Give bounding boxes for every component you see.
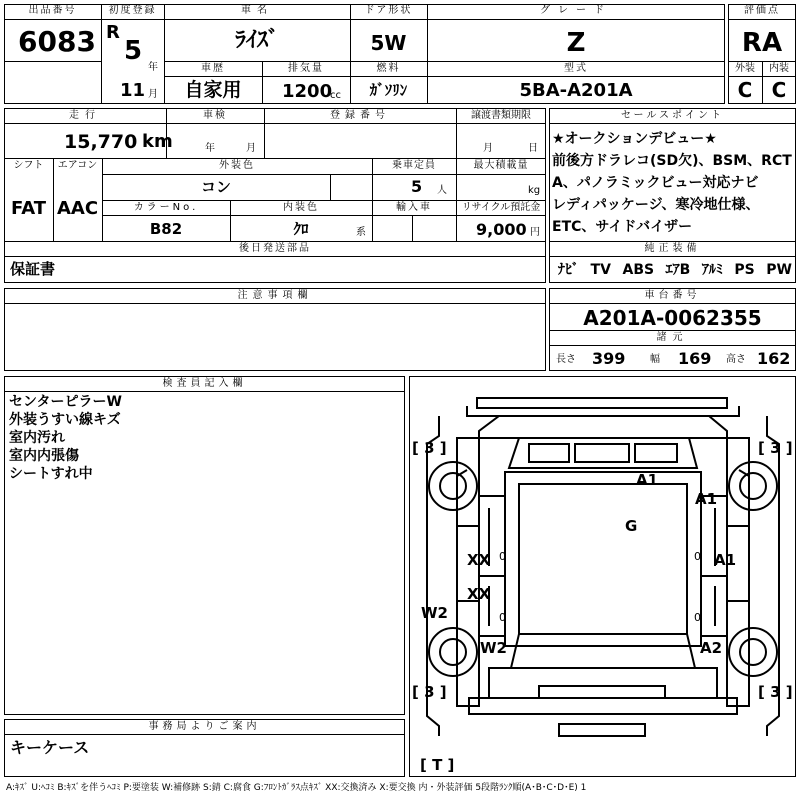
recycle-label: リサイクル預託金 (461, 202, 541, 213)
displacement-unit: cc (330, 90, 341, 101)
inspector-line: 室内汚れ (9, 430, 65, 446)
shift-label: シフト (13, 160, 44, 171)
damage-pillar: W2 (421, 604, 448, 622)
score: RA (741, 28, 783, 58)
later-parts: 保証書 (10, 260, 56, 278)
door-zero-mark: 0 (694, 611, 701, 624)
ext-color: コン (200, 178, 231, 196)
door-label: ドア形状 (364, 5, 413, 16)
damage-door-right: A1 (714, 551, 737, 569)
sales-point-line: ETC、サイドバイザー (552, 219, 693, 235)
transfer-label: 譲渡書類期限 (471, 110, 531, 121)
car-name-label: 車名 (241, 5, 273, 16)
sales-point-line: レディパッケージ、寒冷地仕様、 (552, 197, 760, 213)
int-grade: C (771, 78, 787, 102)
legend: A:ｷｽﾞ U:ﾍｺﾐ B:ｷｽﾞを伴うﾍｺﾐ P:要塗装 W:補修跡 S:錆 C:腐食 G:ﾌﾛﾝﾄｶﾞﾗｽ点ｷｽﾞ XX:交換済み X:要交換 内・外装評価 5段階ﾗﾝｸ順(A･B･C･D･E) 1 (6, 783, 587, 793)
door-zero-mark: 0 (499, 611, 506, 624)
damage-fender: A1 (695, 490, 718, 508)
int-color-label: 内装色 (283, 202, 319, 213)
int-color: ｸﾛ (293, 220, 309, 238)
width: 169 (678, 349, 712, 368)
capacity-label: 乗車定員 (392, 160, 436, 171)
sales-point-line: A、パノラミックビュー対応ナビ (552, 175, 759, 191)
height: 162 (757, 349, 791, 368)
chassis-number: A201A-0062355 (583, 306, 762, 330)
sales-points-label: セールスポイント (620, 110, 725, 121)
damage-roof: G (625, 517, 638, 535)
inspection-month-unit: 月 (246, 143, 256, 154)
tire-rear-left: [ 3 ] (412, 683, 447, 701)
lot-no-label: 出品番号 (28, 5, 77, 16)
recycle-unit: 円 (530, 227, 540, 238)
int-color-unit: 系 (356, 227, 366, 238)
ext-grade-label: 外装 (735, 63, 755, 74)
office-text: キーケース (10, 738, 90, 757)
door-zero-mark: 0 (499, 550, 506, 563)
mileage: 15,770 (64, 131, 138, 153)
reg-year: 5 (124, 36, 143, 66)
max-load-unit: kg (528, 185, 541, 196)
inspector-label: 検査員記入欄 (162, 378, 247, 389)
equipment-item: PW (766, 262, 792, 278)
equipment-item: ABS (622, 262, 655, 278)
transfer-day-unit: 日 (528, 143, 538, 154)
history-label: 車歴 (201, 63, 225, 74)
equipment-item: ｱﾙﾐ (701, 262, 723, 278)
int-grade-label: 内装 (769, 63, 789, 74)
equipment-list (558, 262, 792, 279)
model: 5BA-A201A (519, 80, 633, 101)
inspection-label: 車検 (203, 110, 227, 121)
shift: FAT (10, 198, 47, 219)
max-load-label: 最大積載量 (473, 160, 529, 171)
inspector-line: センターピラーW (9, 394, 122, 410)
later-parts-label: 後日発送部品 (239, 243, 311, 254)
door-zero-mark: 0 (694, 550, 701, 563)
equipment-item: ﾅﾋﾞ (558, 262, 579, 278)
capacity-unit: 人 (437, 185, 447, 196)
dims-label: 諸元 (656, 332, 689, 343)
reg-month: 11 (120, 80, 146, 101)
sales-point-line: 前後方ドラレコ(SD欠)、BSM、RCT (552, 153, 792, 169)
equipment-item: TV (590, 262, 611, 278)
door: 5W (370, 31, 407, 55)
tire-rear-right: [ 3 ] (758, 683, 793, 701)
reg-year-unit: 年 (148, 62, 158, 73)
height-label: 高さ (726, 354, 746, 365)
inspector-line: 外装うすい線キズ (9, 412, 121, 428)
mileage-label: 走行 (69, 110, 101, 121)
tire-front-right: [ 3 ] (758, 439, 793, 457)
length-label: 長さ (556, 354, 576, 365)
mileage-unit: km (142, 131, 173, 152)
import-label: 輸入車 (396, 202, 432, 213)
inspection-year-unit: 年 (205, 143, 215, 154)
notes-label: 注意事項欄 (237, 290, 313, 301)
office-label: 事務局よりご案内 (148, 721, 261, 732)
history: 自家用 (184, 79, 242, 101)
grade-label: グレード (540, 5, 612, 16)
damage-hood: A1 (636, 471, 659, 489)
reg-month-unit: 月 (148, 89, 158, 100)
reg-no-label: 登録番号 (330, 110, 390, 121)
displacement: 1200 (282, 81, 333, 102)
chassis-label: 車台番号 (644, 290, 701, 301)
damage-door-left-rear: XX (467, 585, 491, 603)
first-reg-label: 初度登録 (108, 5, 157, 16)
car-name: ﾗｲｽﾞ (234, 28, 279, 53)
era: R (106, 22, 120, 43)
length: 399 (592, 349, 626, 368)
lot-no: 6083 (18, 25, 96, 58)
ac: AAC (56, 198, 99, 219)
fuel-label: 燃料 (376, 63, 401, 74)
ext-color-label: 外装色 (219, 160, 255, 171)
car-diagram (409, 376, 796, 777)
damage-quarter-left: W2 (480, 639, 507, 657)
inspector-line: 室内内張傷 (9, 448, 79, 464)
capacity: 5 (411, 177, 423, 196)
recycle: 9,000 (476, 220, 527, 239)
equipment-label: 純正装備 (644, 243, 701, 254)
color-no-label: カラーNo. (133, 202, 199, 213)
equipment-item: ｴｱB (665, 262, 691, 278)
color-no: B82 (149, 220, 183, 238)
tire-front-left: [ 3 ] (412, 439, 447, 457)
inspector-line: シートすれ中 (9, 466, 93, 482)
transfer-month-unit: 月 (483, 143, 493, 154)
fuel: ｶﾞｿﾘﾝ (369, 81, 408, 99)
damage-quarter-right: A2 (700, 639, 723, 657)
displacement-label: 排気量 (288, 63, 324, 74)
score-label: 評価点 (744, 5, 780, 16)
spare-tire: [ T ] (420, 756, 455, 774)
equipment-item: PS (734, 262, 755, 278)
ac-label: エアコン (57, 160, 98, 171)
ext-grade: C (737, 78, 753, 102)
grade: Z (566, 28, 586, 58)
width-label: 幅 (650, 354, 660, 365)
sales-point-line: ★オークションデビュー★ (552, 131, 717, 147)
model-label: 型式 (564, 63, 588, 74)
damage-door-left-front: XX (467, 551, 491, 569)
